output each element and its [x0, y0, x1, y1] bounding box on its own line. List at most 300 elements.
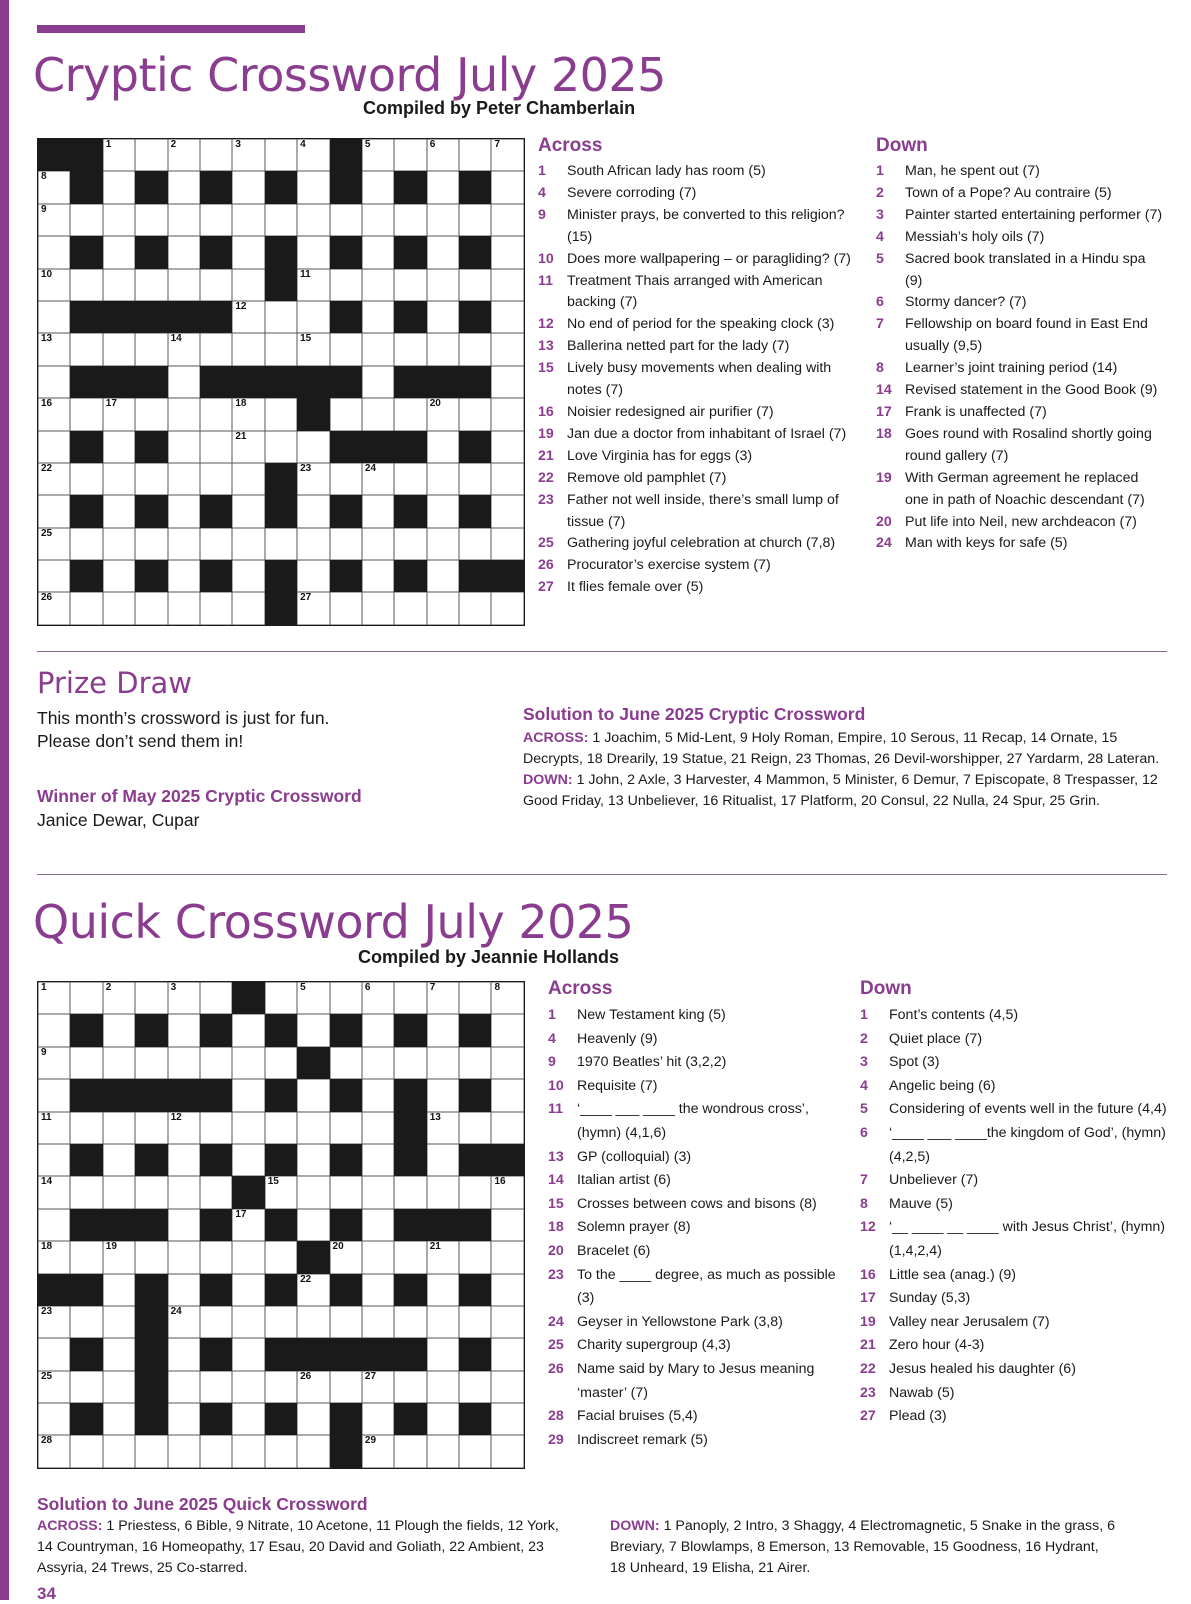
grid-cell[interactable] [232, 1371, 264, 1403]
grid-cell[interactable] [168, 1274, 200, 1306]
grid-cell[interactable] [103, 171, 135, 203]
grid-cell[interactable] [265, 301, 297, 333]
grid-cell[interactable] [491, 398, 523, 430]
grid-cell[interactable] [135, 1112, 167, 1144]
grid-cell[interactable] [491, 301, 523, 333]
grid-cell[interactable] [491, 1176, 523, 1208]
grid-cell[interactable] [103, 333, 135, 365]
grid-cell[interactable] [168, 398, 200, 430]
grid-cell[interactable] [362, 236, 394, 268]
grid-cell[interactable] [135, 204, 167, 236]
grid-cell[interactable] [168, 1338, 200, 1370]
grid-cell[interactable] [265, 1047, 297, 1079]
grid-cell[interactable] [168, 463, 200, 495]
grid-cell[interactable] [70, 1371, 102, 1403]
grid-cell[interactable] [491, 1274, 523, 1306]
grid-cell[interactable] [362, 1306, 394, 1338]
grid-cell[interactable] [297, 1306, 329, 1338]
grid-cell[interactable] [394, 463, 426, 495]
grid-cell[interactable] [491, 1079, 523, 1111]
grid-cell[interactable] [38, 1338, 70, 1370]
grid-cell[interactable] [103, 1403, 135, 1435]
grid-cell[interactable] [168, 333, 200, 365]
grid-cell[interactable] [394, 1371, 426, 1403]
grid-cell[interactable] [103, 1338, 135, 1370]
grid-cell[interactable] [297, 982, 329, 1014]
grid-cell[interactable] [168, 139, 200, 171]
grid-cell[interactable] [70, 1435, 102, 1467]
grid-cell[interactable] [427, 592, 459, 624]
grid-cell[interactable] [232, 1079, 264, 1111]
grid-cell[interactable] [232, 398, 264, 430]
grid-cell[interactable] [297, 1112, 329, 1144]
grid-cell[interactable] [103, 1241, 135, 1273]
grid-cell[interactable] [70, 982, 102, 1014]
grid-cell[interactable] [232, 431, 264, 463]
grid-cell[interactable] [265, 982, 297, 1014]
grid-cell[interactable] [168, 1014, 200, 1046]
grid-cell[interactable] [491, 1306, 523, 1338]
grid-cell[interactable] [168, 366, 200, 398]
grid-cell[interactable] [135, 463, 167, 495]
grid-cell[interactable] [362, 560, 394, 592]
grid-cell[interactable] [362, 1047, 394, 1079]
grid-cell[interactable] [135, 398, 167, 430]
grid-cell[interactable] [168, 1209, 200, 1241]
grid-cell[interactable] [394, 1435, 426, 1467]
grid-cell[interactable] [427, 528, 459, 560]
grid-cell[interactable] [362, 171, 394, 203]
grid-cell[interactable] [38, 982, 70, 1014]
grid-cell[interactable] [103, 1144, 135, 1176]
grid-cell[interactable] [459, 398, 491, 430]
grid-cell[interactable] [232, 463, 264, 495]
grid-cell[interactable] [459, 463, 491, 495]
grid-cell[interactable] [427, 1079, 459, 1111]
grid-cell[interactable] [168, 204, 200, 236]
grid-cell[interactable] [232, 139, 264, 171]
grid-cell[interactable] [168, 236, 200, 268]
grid-cell[interactable] [38, 1403, 70, 1435]
grid-cell[interactable] [394, 592, 426, 624]
grid-cell[interactable] [38, 592, 70, 624]
grid-cell[interactable] [168, 982, 200, 1014]
grid-cell[interactable] [168, 1435, 200, 1467]
grid-cell[interactable] [38, 1371, 70, 1403]
grid-cell[interactable] [168, 1047, 200, 1079]
grid-cell[interactable] [427, 204, 459, 236]
grid-cell[interactable] [200, 398, 232, 430]
grid-cell[interactable] [200, 1047, 232, 1079]
grid-cell[interactable] [427, 1274, 459, 1306]
grid-cell[interactable] [265, 1306, 297, 1338]
grid-cell[interactable] [362, 1435, 394, 1467]
grid-cell[interactable] [168, 269, 200, 301]
grid-cell[interactable] [200, 1176, 232, 1208]
grid-cell[interactable] [330, 269, 362, 301]
grid-cell[interactable] [103, 592, 135, 624]
grid-cell[interactable] [459, 333, 491, 365]
grid-cell[interactable] [362, 592, 394, 624]
grid-cell[interactable] [168, 431, 200, 463]
grid-cell[interactable] [459, 1371, 491, 1403]
grid-cell[interactable] [265, 431, 297, 463]
grid-cell[interactable] [427, 431, 459, 463]
grid-cell[interactable] [232, 1047, 264, 1079]
grid-cell[interactable] [135, 333, 167, 365]
grid-cell[interactable] [330, 1047, 362, 1079]
grid-cell[interactable] [265, 1435, 297, 1467]
grid-cell[interactable] [491, 269, 523, 301]
grid-cell[interactable] [394, 204, 426, 236]
grid-cell[interactable] [70, 463, 102, 495]
grid-cell[interactable] [459, 269, 491, 301]
grid-cell[interactable] [232, 269, 264, 301]
grid-cell[interactable] [103, 560, 135, 592]
grid-cell[interactable] [297, 431, 329, 463]
grid-cell[interactable] [491, 1403, 523, 1435]
grid-cell[interactable] [394, 333, 426, 365]
grid-cell[interactable] [362, 1371, 394, 1403]
grid-cell[interactable] [394, 1047, 426, 1079]
grid-cell[interactable] [70, 1112, 102, 1144]
grid-cell[interactable] [200, 204, 232, 236]
grid-cell[interactable] [459, 528, 491, 560]
grid-cell[interactable] [491, 1371, 523, 1403]
grid-cell[interactable] [70, 528, 102, 560]
grid-cell[interactable] [38, 1014, 70, 1046]
grid-cell[interactable] [135, 1241, 167, 1273]
grid-cell[interactable] [135, 139, 167, 171]
grid-cell[interactable] [297, 171, 329, 203]
grid-cell[interactable] [135, 1176, 167, 1208]
grid-cell[interactable] [491, 204, 523, 236]
grid-cell[interactable] [168, 171, 200, 203]
grid-cell[interactable] [427, 982, 459, 1014]
grid-cell[interactable] [427, 495, 459, 527]
grid-cell[interactable] [427, 1403, 459, 1435]
grid-cell[interactable] [265, 1112, 297, 1144]
grid-cell[interactable] [427, 1047, 459, 1079]
grid-cell[interactable] [103, 1176, 135, 1208]
grid-cell[interactable] [459, 1306, 491, 1338]
grid-cell[interactable] [459, 1241, 491, 1273]
grid-cell[interactable] [459, 1176, 491, 1208]
grid-cell[interactable] [394, 1241, 426, 1273]
grid-cell[interactable] [232, 1112, 264, 1144]
grid-cell[interactable] [362, 333, 394, 365]
grid-cell[interactable] [362, 301, 394, 333]
grid-cell[interactable] [232, 1435, 264, 1467]
grid-cell[interactable] [103, 528, 135, 560]
grid-cell[interactable] [103, 269, 135, 301]
grid-cell[interactable] [427, 1144, 459, 1176]
grid-cell[interactable] [265, 1371, 297, 1403]
grid-cell[interactable] [232, 1274, 264, 1306]
grid-cell[interactable] [168, 1112, 200, 1144]
grid-cell[interactable] [38, 398, 70, 430]
grid-cell[interactable] [200, 431, 232, 463]
grid-cell[interactable] [103, 204, 135, 236]
grid-cell[interactable] [232, 204, 264, 236]
grid-cell[interactable] [70, 592, 102, 624]
grid-cell[interactable] [38, 333, 70, 365]
grid-cell[interactable] [135, 982, 167, 1014]
grid-cell[interactable] [491, 139, 523, 171]
grid-cell[interactable] [491, 236, 523, 268]
grid-cell[interactable] [427, 171, 459, 203]
grid-cell[interactable] [200, 592, 232, 624]
grid-cell[interactable] [38, 1176, 70, 1208]
grid-cell[interactable] [168, 1176, 200, 1208]
grid-cell[interactable] [491, 1241, 523, 1273]
grid-cell[interactable] [232, 1306, 264, 1338]
grid-cell[interactable] [38, 463, 70, 495]
grid-cell[interactable] [168, 495, 200, 527]
grid-cell[interactable] [427, 333, 459, 365]
grid-cell[interactable] [38, 431, 70, 463]
grid-cell[interactable] [491, 463, 523, 495]
grid-cell[interactable] [168, 560, 200, 592]
grid-cell[interactable] [103, 1014, 135, 1046]
grid-cell[interactable] [297, 139, 329, 171]
grid-cell[interactable] [232, 1209, 264, 1241]
grid-cell[interactable] [330, 463, 362, 495]
grid-cell[interactable] [232, 333, 264, 365]
grid-cell[interactable] [427, 236, 459, 268]
grid-cell[interactable] [362, 1112, 394, 1144]
grid-cell[interactable] [70, 204, 102, 236]
grid-cell[interactable] [265, 1241, 297, 1273]
grid-cell[interactable] [103, 463, 135, 495]
grid-cell[interactable] [297, 1014, 329, 1046]
grid-cell[interactable] [232, 236, 264, 268]
grid-cell[interactable] [459, 1112, 491, 1144]
grid-cell[interactable] [362, 269, 394, 301]
grid-cell[interactable] [70, 1306, 102, 1338]
grid-cell[interactable] [427, 139, 459, 171]
grid-cell[interactable] [427, 463, 459, 495]
grid-cell[interactable] [330, 982, 362, 1014]
grid-cell[interactable] [427, 1014, 459, 1046]
grid-cell[interactable] [297, 236, 329, 268]
grid-cell[interactable] [265, 333, 297, 365]
grid-cell[interactable] [362, 139, 394, 171]
grid-cell[interactable] [427, 560, 459, 592]
grid-cell[interactable] [362, 495, 394, 527]
grid-cell[interactable] [459, 204, 491, 236]
grid-cell[interactable] [491, 1338, 523, 1370]
grid-cell[interactable] [491, 171, 523, 203]
grid-cell[interactable] [38, 301, 70, 333]
grid-cell[interactable] [297, 528, 329, 560]
grid-cell[interactable] [200, 1435, 232, 1467]
grid-cell[interactable] [491, 1112, 523, 1144]
grid-cell[interactable] [200, 1112, 232, 1144]
grid-cell[interactable] [103, 1274, 135, 1306]
grid-cell[interactable] [297, 592, 329, 624]
grid-cell[interactable] [491, 1047, 523, 1079]
grid-cell[interactable] [330, 528, 362, 560]
grid-cell[interactable] [38, 171, 70, 203]
grid-cell[interactable] [232, 560, 264, 592]
grid-cell[interactable] [103, 1435, 135, 1467]
grid-cell[interactable] [362, 1144, 394, 1176]
grid-cell[interactable] [427, 1241, 459, 1273]
grid-cell[interactable] [491, 431, 523, 463]
grid-cell[interactable] [330, 204, 362, 236]
grid-cell[interactable] [297, 269, 329, 301]
grid-cell[interactable] [330, 398, 362, 430]
grid-cell[interactable] [297, 1079, 329, 1111]
grid-cell[interactable] [459, 1047, 491, 1079]
grid-cell[interactable] [38, 1112, 70, 1144]
grid-cell[interactable] [362, 463, 394, 495]
grid-cell[interactable] [168, 528, 200, 560]
grid-cell[interactable] [330, 592, 362, 624]
grid-cell[interactable] [200, 1306, 232, 1338]
grid-cell[interactable] [265, 139, 297, 171]
grid-cell[interactable] [491, 1014, 523, 1046]
grid-cell[interactable] [491, 982, 523, 1014]
grid-cell[interactable] [394, 528, 426, 560]
grid-cell[interactable] [70, 1241, 102, 1273]
grid-cell[interactable] [168, 1241, 200, 1273]
grid-cell[interactable] [394, 1176, 426, 1208]
cryptic-grid[interactable] [37, 138, 525, 626]
grid-cell[interactable] [38, 1435, 70, 1467]
grid-cell[interactable] [297, 333, 329, 365]
grid-cell[interactable] [427, 1112, 459, 1144]
grid-cell[interactable] [232, 1144, 264, 1176]
grid-cell[interactable] [362, 1209, 394, 1241]
grid-cell[interactable] [362, 982, 394, 1014]
quick-grid[interactable] [37, 981, 525, 1469]
grid-cell[interactable] [297, 1435, 329, 1467]
grid-cell[interactable] [394, 398, 426, 430]
grid-cell[interactable] [38, 269, 70, 301]
grid-cell[interactable] [200, 1371, 232, 1403]
grid-cell[interactable] [459, 139, 491, 171]
grid-cell[interactable] [200, 139, 232, 171]
grid-cell[interactable] [168, 1144, 200, 1176]
grid-cell[interactable] [459, 1435, 491, 1467]
grid-cell[interactable] [200, 463, 232, 495]
grid-cell[interactable] [232, 1338, 264, 1370]
grid-cell[interactable] [232, 1403, 264, 1435]
grid-cell[interactable] [491, 592, 523, 624]
grid-cell[interactable] [330, 1371, 362, 1403]
grid-cell[interactable] [362, 1079, 394, 1111]
grid-cell[interactable] [135, 1047, 167, 1079]
grid-cell[interactable] [394, 139, 426, 171]
grid-cell[interactable] [297, 1209, 329, 1241]
grid-cell[interactable] [297, 1274, 329, 1306]
grid-cell[interactable] [265, 528, 297, 560]
grid-cell[interactable] [38, 1144, 70, 1176]
grid-cell[interactable] [427, 301, 459, 333]
grid-cell[interactable] [232, 495, 264, 527]
grid-cell[interactable] [232, 528, 264, 560]
grid-cell[interactable] [427, 1306, 459, 1338]
grid-cell[interactable] [232, 301, 264, 333]
grid-cell[interactable] [491, 333, 523, 365]
grid-cell[interactable] [362, 1241, 394, 1273]
grid-cell[interactable] [103, 495, 135, 527]
grid-cell[interactable] [38, 366, 70, 398]
grid-cell[interactable] [459, 982, 491, 1014]
grid-cell[interactable] [103, 1047, 135, 1079]
grid-cell[interactable] [297, 1403, 329, 1435]
grid-cell[interactable] [232, 592, 264, 624]
grid-cell[interactable] [200, 1241, 232, 1273]
grid-cell[interactable] [70, 333, 102, 365]
grid-cell[interactable] [103, 1371, 135, 1403]
grid-cell[interactable] [265, 204, 297, 236]
grid-cell[interactable] [103, 1112, 135, 1144]
grid-cell[interactable] [427, 1176, 459, 1208]
grid-cell[interactable] [38, 1241, 70, 1273]
grid-cell[interactable] [427, 269, 459, 301]
grid-cell[interactable] [38, 204, 70, 236]
grid-cell[interactable] [427, 1338, 459, 1370]
grid-cell[interactable] [103, 431, 135, 463]
grid-cell[interactable] [135, 269, 167, 301]
grid-cell[interactable] [103, 1306, 135, 1338]
grid-cell[interactable] [330, 333, 362, 365]
grid-cell[interactable] [394, 1306, 426, 1338]
grid-cell[interactable] [491, 495, 523, 527]
grid-cell[interactable] [38, 1209, 70, 1241]
grid-cell[interactable] [103, 982, 135, 1014]
grid-cell[interactable] [135, 528, 167, 560]
grid-cell[interactable] [265, 1176, 297, 1208]
grid-cell[interactable] [103, 236, 135, 268]
grid-cell[interactable] [70, 269, 102, 301]
grid-cell[interactable] [38, 1047, 70, 1079]
grid-cell[interactable] [232, 1014, 264, 1046]
grid-cell[interactable] [330, 1112, 362, 1144]
grid-cell[interactable] [330, 1306, 362, 1338]
grid-cell[interactable] [362, 366, 394, 398]
grid-cell[interactable] [459, 592, 491, 624]
grid-cell[interactable] [330, 1176, 362, 1208]
grid-cell[interactable] [427, 398, 459, 430]
grid-cell[interactable] [70, 398, 102, 430]
grid-cell[interactable] [362, 1403, 394, 1435]
grid-cell[interactable] [38, 1079, 70, 1111]
grid-cell[interactable] [168, 592, 200, 624]
grid-cell[interactable] [362, 1274, 394, 1306]
grid-cell[interactable] [394, 269, 426, 301]
grid-cell[interactable] [491, 1209, 523, 1241]
grid-cell[interactable] [362, 528, 394, 560]
grid-cell[interactable] [168, 1371, 200, 1403]
grid-cell[interactable] [362, 1014, 394, 1046]
grid-cell[interactable] [265, 398, 297, 430]
grid-cell[interactable] [200, 528, 232, 560]
grid-cell[interactable] [427, 1371, 459, 1403]
grid-cell[interactable] [232, 171, 264, 203]
grid-cell[interactable] [297, 301, 329, 333]
grid-cell[interactable] [491, 366, 523, 398]
grid-cell[interactable] [135, 592, 167, 624]
grid-cell[interactable] [38, 528, 70, 560]
grid-cell[interactable] [491, 1435, 523, 1467]
grid-cell[interactable] [168, 1403, 200, 1435]
grid-cell[interactable] [297, 1176, 329, 1208]
grid-cell[interactable] [362, 1176, 394, 1208]
